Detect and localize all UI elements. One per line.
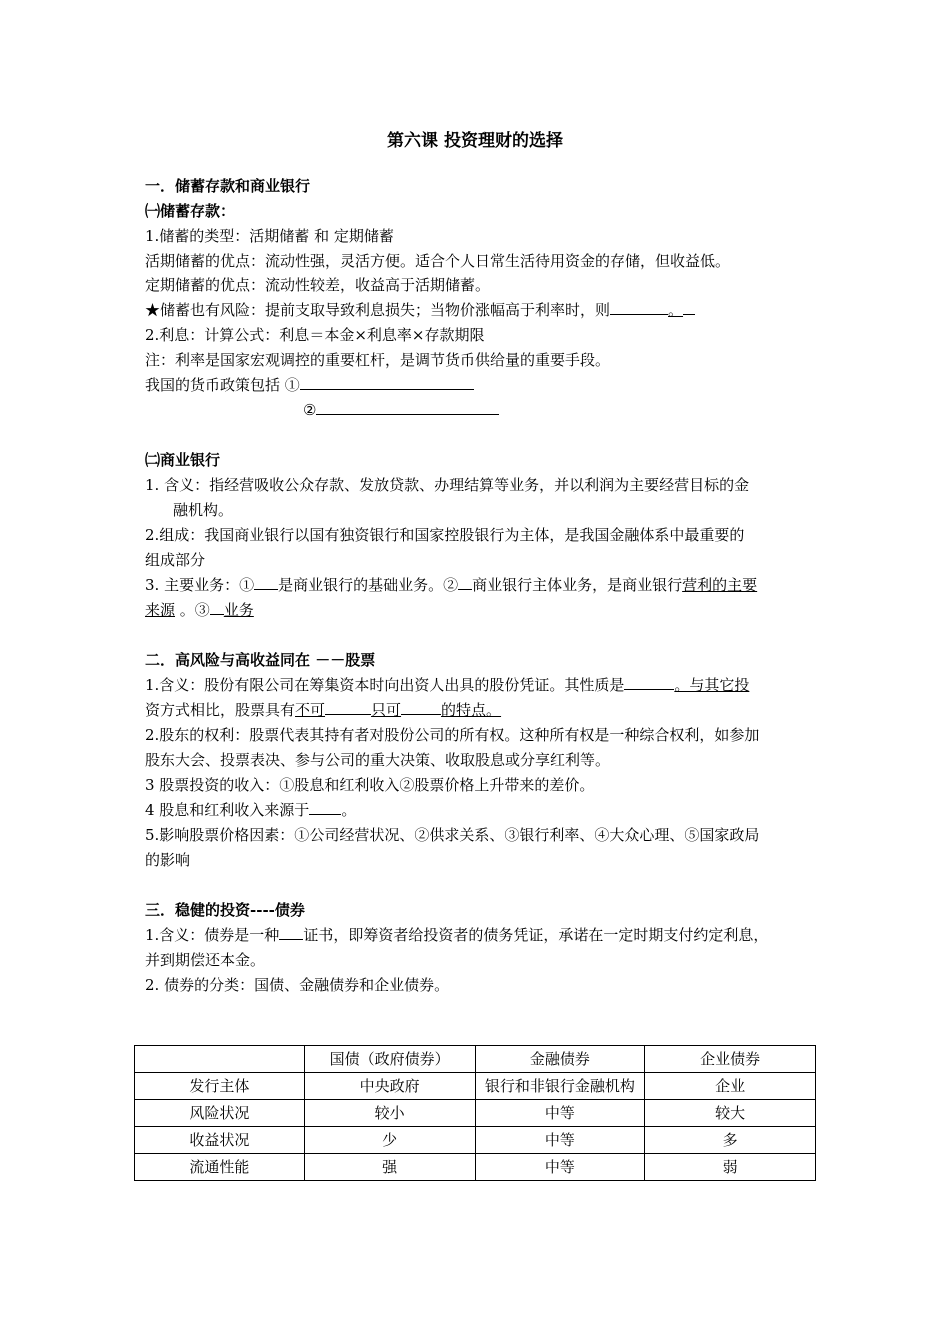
text-line: [145, 674, 749, 696]
text-line: 2.股东的权利：股票代表其持有者对股份公司的所有权。这种所有权是一种综合权利，如参加: [145, 726, 760, 744]
text-segment: 商业银行主体业务，是商业银行: [472, 576, 683, 594]
text-line: 注：利率是国家宏观调控的重要杠杆，是调节货币供给量的重要手段。: [145, 351, 611, 369]
bond-comparison-table: [134, 1045, 816, 1181]
text-segment: ★储蓄也有风险：提前支取导致利息损失；当物价涨幅高于利率时，则: [145, 301, 611, 319]
text-segment: 1.含义：股份有限公司在筹集资本时向出资人出具的股份凭证。其性质是: [145, 676, 625, 694]
table-cell: 少: [304, 1127, 475, 1154]
text-segment: 1.含义：债券是一种: [145, 926, 280, 944]
text-line: [145, 574, 757, 596]
section2-heading: 二．高风险与高收益同在 －－股票: [145, 651, 376, 669]
text-line: [145, 299, 695, 321]
fill-blank: [325, 700, 371, 715]
table-row: [135, 1073, 816, 1100]
text-segment: 的特点。: [441, 701, 502, 719]
fill-blank: [401, 700, 441, 715]
text-segment: 3. 主要业务：①: [145, 576, 255, 594]
table-cell: 中央政府: [304, 1073, 475, 1100]
table-cell: 流通性能: [135, 1154, 305, 1181]
fill-blank: [683, 300, 695, 315]
text-segment: 。: [341, 801, 357, 819]
text-line: 并到期偿还本金。: [145, 951, 266, 969]
text-segment: 是商业银行的基础业务。②: [278, 576, 459, 594]
text-line: [145, 699, 501, 721]
table-header-row: [135, 1046, 816, 1073]
fill-blank: [316, 400, 499, 415]
fill-blank: [610, 300, 668, 315]
table-header-cell: 金融债券: [475, 1046, 645, 1073]
text-segment: 营利的主要: [682, 576, 758, 594]
table-cell: 发行主体: [135, 1073, 305, 1100]
table-cell: 较大: [645, 1100, 816, 1127]
table-cell: 中等: [475, 1127, 645, 1154]
table-header-cell: [135, 1046, 305, 1073]
text-segment: 资方式相比，股票具有: [145, 701, 296, 719]
table-row: [135, 1100, 816, 1127]
sub2-heading: ㈡商业银行: [145, 451, 221, 469]
table-cell: 强: [304, 1154, 475, 1181]
section1-heading: 一．储蓄存款和商业银行: [145, 177, 311, 195]
text-line: [145, 924, 768, 946]
text-segment: 。③: [175, 601, 210, 619]
sub1-heading: ㈠储蓄存款：: [145, 202, 236, 220]
text-line: 股东大会、投票表决、参与公司的重大决策、收取股息或分享红利等。: [145, 751, 611, 769]
table-cell: 企业: [645, 1073, 816, 1100]
page-title: 第六课 投资理财的选择: [387, 131, 563, 151]
fill-blank: [624, 675, 674, 690]
text-line: 融机构。: [173, 501, 234, 519]
text-line: 5.影响股票价格因素：①公司经营状况、②供求关系、③银行利率、④大众心理、⑤国家政局: [145, 826, 760, 844]
text-segment: ②: [303, 401, 317, 419]
text-line: [303, 399, 499, 421]
text-line: 2.利息：计算公式：利息＝本金×利息率×存款期限: [145, 326, 485, 344]
text-line: 1.储蓄的类型：活期储蓄 和 定期储蓄: [145, 227, 394, 245]
text-line: 活期储蓄的优点：流动性强，灵活方便。适合个人日常生活待用资金的存储，但收益低。: [145, 252, 731, 270]
text-line: [145, 374, 474, 396]
text-line: 组成部分: [145, 551, 206, 569]
text-segment: 我国的货币政策包括 ①: [145, 376, 300, 394]
text-segment: 。: [668, 301, 684, 319]
table-cell: 风险状况: [135, 1100, 305, 1127]
fill-blank: [254, 575, 278, 590]
text-line: 的影响: [145, 851, 191, 869]
fill-blank: [300, 375, 474, 390]
table-header-cell: 企业债券: [645, 1046, 816, 1073]
fill-blank: [210, 600, 224, 615]
table-cell: 银行和非银行金融机构: [475, 1073, 645, 1100]
text-segment: 来源: [145, 601, 176, 619]
table-header-cell: 国债（政府债券）: [304, 1046, 475, 1073]
text-line: 2. 债券的分类：国债、金融债券和企业债券。: [145, 976, 450, 994]
table-row: [135, 1127, 816, 1154]
text-segment: 。与其它投: [674, 676, 750, 694]
text-line: 2.组成：我国商业银行以国有独资银行和国家控股银行为主体，是我国金融体系中最重要的: [145, 526, 745, 544]
text-segment: 4 股息和红利收入来源于: [145, 801, 310, 819]
table-row: [135, 1154, 816, 1181]
text-segment: 证书，即筹资者给投资者的债务凭证，承诺在一定时期支付约定利息，: [303, 926, 769, 944]
table-cell: 多: [645, 1127, 816, 1154]
table-cell: 中等: [475, 1100, 645, 1127]
text-line: [145, 599, 254, 621]
table-cell: 较小: [304, 1100, 475, 1127]
table-cell: 弱: [645, 1154, 816, 1181]
text-line: [145, 799, 356, 821]
table-cell: 收益状况: [135, 1127, 305, 1154]
fill-blank: [279, 925, 303, 940]
fill-blank: [309, 800, 341, 815]
fill-blank: [458, 575, 472, 590]
text-segment: 业务: [223, 601, 254, 619]
text-segment: 只可: [371, 701, 402, 719]
text-segment: 不可: [295, 701, 326, 719]
text-line: 定期储蓄的优点：流动性较差，收益高于活期储蓄。: [145, 276, 491, 294]
table-cell: 中等: [475, 1154, 645, 1181]
text-line: 3 股票投资的收入：①股息和红利收入②股票价格上升带来的差价。: [145, 776, 595, 794]
text-line: 1. 含义：指经营吸收公众存款、发放贷款、办理结算等业务，并以利润为主要经营目标的金: [145, 476, 750, 494]
section3-heading: 三．稳健的投资----债券: [145, 901, 305, 919]
